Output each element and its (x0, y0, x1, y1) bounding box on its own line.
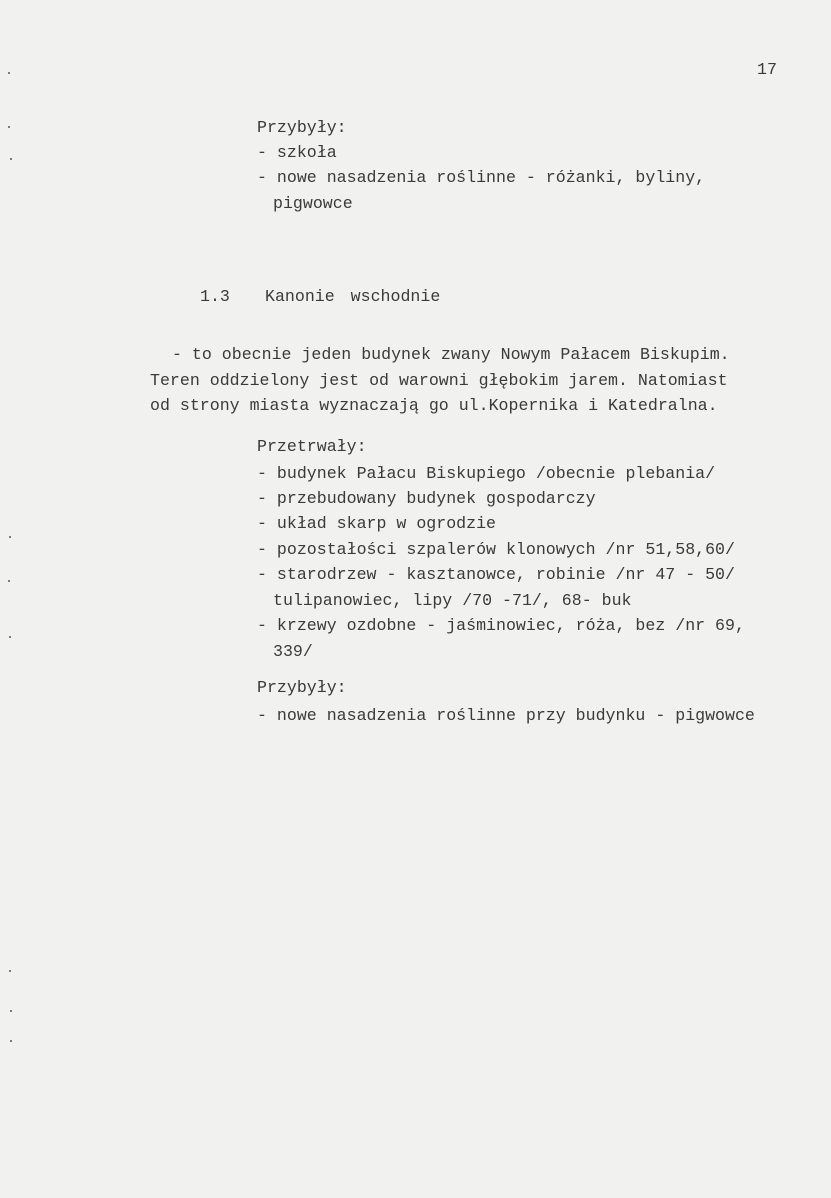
scan-mark (10, 1010, 12, 1012)
list-item: - pozostałości szpalerów klonowych /nr 51,58,60/ (257, 540, 735, 559)
scan-mark (10, 1040, 12, 1042)
page-number: 17 (757, 60, 777, 79)
paragraph-line: Teren oddzielony jest od warowni głębokim jarem. Natomiast (150, 371, 728, 390)
list-item: - starodrzew - kasztanowce, robinie /nr 47 - 50/ (257, 565, 735, 584)
list-item: - krzewy ozdobne - jaśminowiec, róża, bez /nr 69, (257, 616, 745, 635)
section-heading: Przybyły: (257, 118, 347, 137)
section-number: 1.3 (200, 287, 230, 306)
paragraph-line: od strony miasta wyznaczają go ul.Kopernika i Katedralna. (150, 396, 718, 415)
scan-mark (10, 158, 12, 160)
scan-mark (8, 72, 10, 74)
list-item: - nowe nasadzenia roślinne przy budynku - pigwowce (257, 706, 755, 725)
scan-mark (9, 636, 11, 638)
section-heading: Przetrwały: (257, 437, 367, 456)
list-item: - szkoła (257, 143, 337, 162)
scan-mark (9, 970, 11, 972)
list-item-continuation: tulipanowiec, lipy /70 -71/, 68- buk (273, 591, 632, 610)
section-heading: Przybyły: (257, 678, 347, 697)
scan-mark (9, 536, 11, 538)
list-item: - przebudowany budynek gospodarczy (257, 489, 596, 508)
list-item: - układ skarp w ogrodzie (257, 514, 496, 533)
paragraph-line: - to obecnie jeden budynek zwany Nowym Pałacem Biskupim. (172, 345, 730, 364)
list-item-continuation: pigwowce (273, 194, 353, 213)
list-item-continuation: 339/ (273, 642, 313, 661)
list-item: - budynek Pałacu Biskupiego /obecnie plebania/ (257, 464, 716, 483)
scan-mark (8, 580, 10, 582)
section-title: Kanonie wschodnie (265, 287, 441, 306)
list-item: - nowe nasadzenia roślinne - różanki, byliny, (257, 168, 706, 187)
scan-mark (8, 126, 10, 128)
